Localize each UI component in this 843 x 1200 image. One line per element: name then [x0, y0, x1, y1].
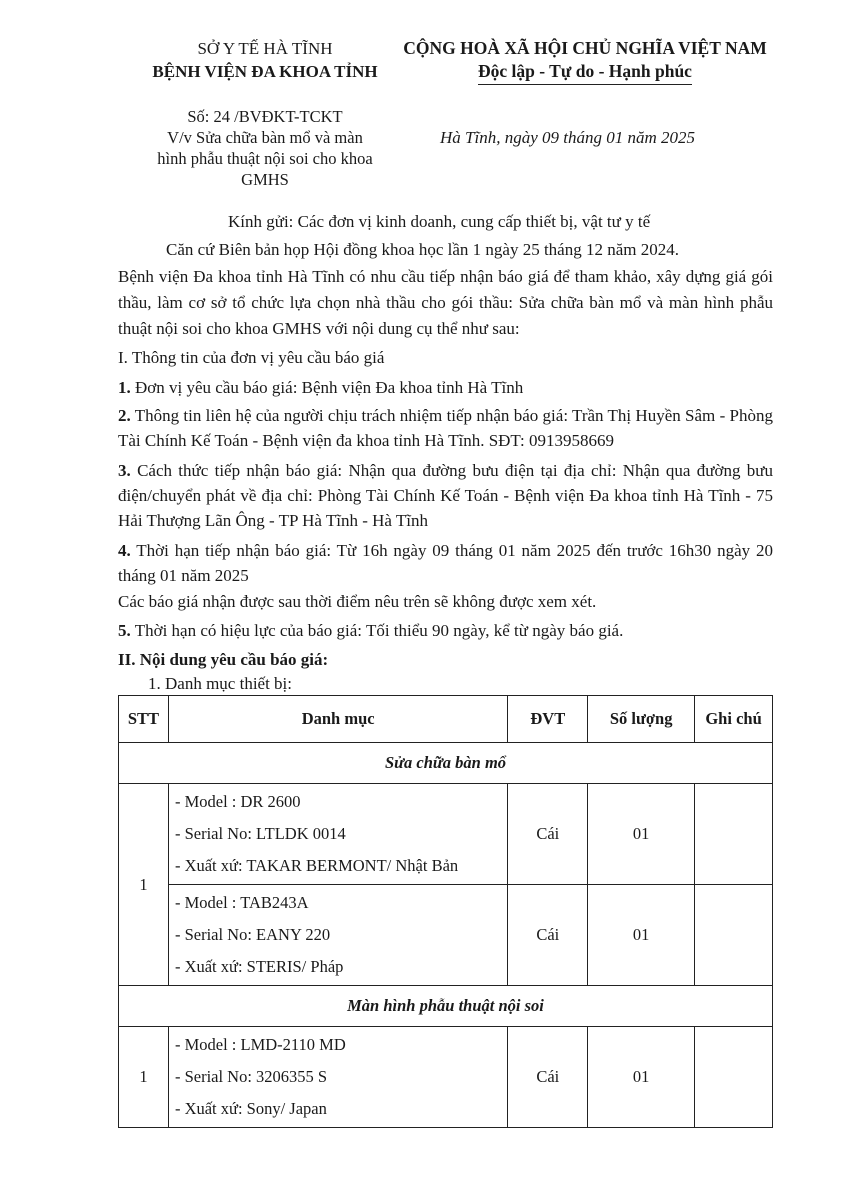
item-origin: - Xuất xứ: TAKAR BERMONT/ Nhật Bản [174, 856, 459, 875]
table-section-row [119, 986, 773, 1027]
item-unit: Cái [508, 885, 588, 986]
issue-date: Hà Tĩnh, ngày 09 tháng 01 năm 2025 [440, 128, 695, 147]
item-5-number: 5. [118, 621, 131, 640]
item-model: - Model : LMD-2110 MD [174, 1035, 346, 1054]
item-model: - Model : DR 2600 [174, 792, 301, 811]
item-serial: - Serial No: 3206355 S [174, 1067, 328, 1086]
nation-name: CỘNG HOÀ XÃ HỘI CHỦ NGHĨA VIỆT NAM [403, 38, 767, 58]
item-description [168, 1027, 507, 1128]
item-4-number: 4. [118, 541, 131, 560]
column-header: STT [119, 696, 169, 743]
subject-line-2: hình phẫu thuật nội soi cho khoa [157, 149, 373, 168]
item-serial: - Serial No: EANY 220 [174, 925, 331, 944]
item-2-text: Thông tin liên hệ của người chịu trách nhiệm tiếp nhận báo giá: Trần Thị Huyền Sâm - Phòng Tài Chính Kế Toán - Bệnh viện đa khoa tỉnh Hà Tĩnh. SĐT: 0913958669 [118, 406, 773, 450]
intro-paragraph: Bệnh viện Đa khoa tỉnh Hà Tĩnh có nhu cầu tiếp nhận báo giá để tham khảo, xây dựng giá gói thầu, làm cơ sở tổ chức lựa chọn nhà thầu cho gói thầu: Sửa chữa bàn mổ và màn hình phẫu thuật nội soi cho khoa GMHS với nội dung cụ thể như sau: [118, 267, 773, 338]
item-origin: - Xuất xứ: Sony/ Japan [174, 1099, 327, 1118]
item-unit: Cái [508, 1027, 588, 1128]
national-title [380, 37, 790, 85]
subject-line-1: V/v Sửa chữa bàn mổ và màn [167, 128, 363, 147]
item-unit: Cái [508, 784, 588, 885]
table-section-row [119, 743, 773, 784]
column-header: Danh mục [168, 696, 507, 743]
item-note [695, 1027, 773, 1128]
item-1-number: 1. [118, 378, 131, 397]
hospital-name: BỆNH VIỆN ĐA KHOA TỈNH [152, 62, 378, 81]
item-quantity: 01 [588, 1027, 695, 1128]
item-note [695, 784, 773, 885]
item-1-text: Đơn vị yêu cầu báo giá: Bệnh viện Đa khoa tỉnh Hà Tĩnh [130, 378, 524, 397]
item-2 [118, 403, 773, 453]
table-header-row [119, 696, 773, 743]
item-3-number: 3. [118, 461, 131, 480]
item-origin: - Xuất xứ: STERIS/ Pháp [174, 957, 344, 976]
table-row [119, 1027, 773, 1128]
issuing-organization [120, 37, 410, 83]
item-4 [118, 538, 773, 588]
item-quantity: 01 [588, 784, 695, 885]
late-submission-note: Các báo giá nhận được sau thời điểm nêu trên sẽ không được xem xét. [118, 592, 597, 611]
item-5-text: Thời hạn có hiệu lực của báo giá: Tối thiểu 90 ngày, kể từ ngày báo giá. [130, 621, 624, 640]
item-1 [118, 376, 523, 400]
column-header: Ghi chú [695, 696, 773, 743]
item-note [695, 885, 773, 986]
section-heading: Màn hình phẫu thuật nội soi [119, 986, 773, 1027]
item-model: - Model : TAB243A [174, 893, 309, 912]
section-2-subtitle: 1. Danh mục thiết bị: [148, 674, 293, 693]
department-name: SỞ Y TẾ HÀ TĨNH [197, 39, 333, 58]
item-4-text: Thời hạn tiếp nhận báo giá: Từ 16h ngày 09 tháng 01 năm 2025 đến trước 16h30 ngày 20 tháng 01 năm 2025 [118, 541, 773, 585]
row-number: 1 [119, 784, 169, 986]
column-header: Số lượng [588, 696, 695, 743]
section-2-title: II. Nội dung yêu cầu báo giá: [118, 650, 329, 669]
greeting: Kính gửi: Các đơn vị kinh doanh, cung cấp thiết bị, vật tư y tế [228, 212, 651, 231]
item-3 [118, 458, 773, 533]
table-row [119, 784, 773, 885]
item-5 [118, 619, 623, 643]
item-description [168, 885, 507, 986]
document-reference [120, 106, 410, 190]
row-number: 1 [119, 1027, 169, 1128]
table-row [119, 885, 773, 986]
item-serial: - Serial No: LTLDK 0014 [174, 824, 346, 843]
section-heading: Sửa chữa bàn mổ [119, 743, 773, 784]
item-3-text: Cách thức tiếp nhận báo giá: Nhận qua đường bưu điện tại địa chỉ: Nhận qua đường bưu điện/chuyển phát về địa chỉ: Phòng Tài Chính Kế Toán - Bệnh viện Đa khoa tỉnh Hà Tĩnh - 75 Hải Thượng Lãn Ông - TP Hà Tĩnh - Hà Tĩnh [118, 461, 773, 530]
section-1-title: I. Thông tin của đơn vị yêu cầu báo giá [118, 348, 385, 367]
reference-number: Số: 24 /BVĐKT-TCKT [187, 107, 343, 126]
subject-line-3: GMHS [241, 170, 289, 189]
item-2-number: 2. [118, 406, 131, 425]
national-motto: Độc lập - Tự do - Hạnh phúc [478, 60, 692, 85]
equipment-table [118, 695, 773, 1128]
column-header: ĐVT [508, 696, 588, 743]
item-description [168, 784, 507, 885]
legal-basis: Căn cứ Biên bản họp Hội đồng khoa học lần 1 ngày 25 tháng 12 năm 2024. [166, 240, 679, 259]
item-quantity: 01 [588, 885, 695, 986]
